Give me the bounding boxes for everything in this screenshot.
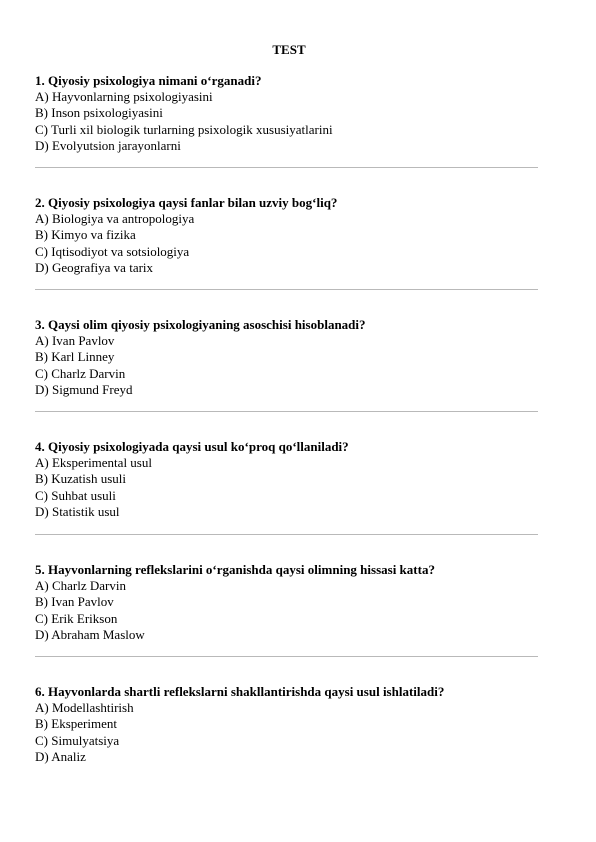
option-a: A) Eksperimental usul [35, 455, 152, 470]
divider [35, 534, 538, 535]
option-c: C) Erik Erikson [35, 610, 118, 626]
question-text: 5. Hayvonlarning reflekslarini o‘rganishda qaysi olimning hissasi katta? [35, 562, 435, 577]
option-c: C) Suhbat usuli [35, 487, 116, 503]
divider [35, 411, 538, 412]
question-text: 4. Qiyosiy psixologiyada qaysi usul ko‘proq qo‘llaniladi? [35, 439, 349, 454]
divider [35, 167, 538, 168]
question-block-2 [35, 195, 555, 276]
question-block-1 [35, 73, 555, 154]
page-title: TEST [272, 42, 306, 57]
question-text: 2. Qiyosiy psixologiya qaysi fanlar bilan uzviy bog‘liq? [35, 195, 338, 210]
option-b: B) Kimyo va fizika [35, 227, 136, 243]
question-text: 6. Hayvonlarda shartli reflekslarni shakllantirishda qaysi usul ishlatiladi? [35, 684, 445, 699]
option-c: C) Charlz Darvin [35, 365, 126, 381]
option-c: C) Iqtisodiyot va sotsiologiya [35, 243, 190, 259]
option-a: A) Modellashtirish [35, 700, 134, 715]
question-block-6 [35, 684, 555, 765]
option-b: B) Inson psixologiyasini [35, 105, 163, 121]
option-d: D) Statistik usul [35, 503, 120, 519]
option-d: D) Geografiya va tarix [35, 259, 154, 275]
option-d: D) Analiz [35, 748, 86, 764]
option-a: A) Ivan Pavlov [35, 333, 115, 348]
option-d: D) Evolyutsion jarayonlarni [35, 137, 181, 153]
option-b: B) Ivan Pavlov [35, 594, 114, 610]
option-a: A) Biologiya va antropologiya [35, 211, 195, 226]
option-c: C) Turli xil biologik turlarning psixologik xususiyatlarini [35, 121, 333, 137]
question-block-3 [35, 317, 555, 398]
divider [35, 289, 538, 290]
question-block-5 [35, 562, 555, 643]
question-block-4 [35, 439, 555, 520]
option-a: A) Charlz Darvin [35, 578, 126, 593]
divider [35, 656, 538, 657]
option-b: B) Karl Linney [35, 349, 115, 365]
option-d: D) Abraham Maslow [35, 626, 145, 642]
question-text: 3. Qaysi olim qiyosiy psixologiyaning asoschisi hisoblanadi? [35, 317, 366, 332]
option-b: B) Eksperiment [35, 716, 117, 732]
question-text: 1. Qiyosiy psixologiya nimani o‘rganadi? [35, 73, 262, 88]
option-a: A) Hayvonlarning psixologiyasini [35, 89, 213, 104]
option-d: D) Sigmund Freyd [35, 381, 133, 397]
option-b: B) Kuzatish usuli [35, 471, 126, 487]
option-c: C) Simulyatsiya [35, 732, 120, 748]
